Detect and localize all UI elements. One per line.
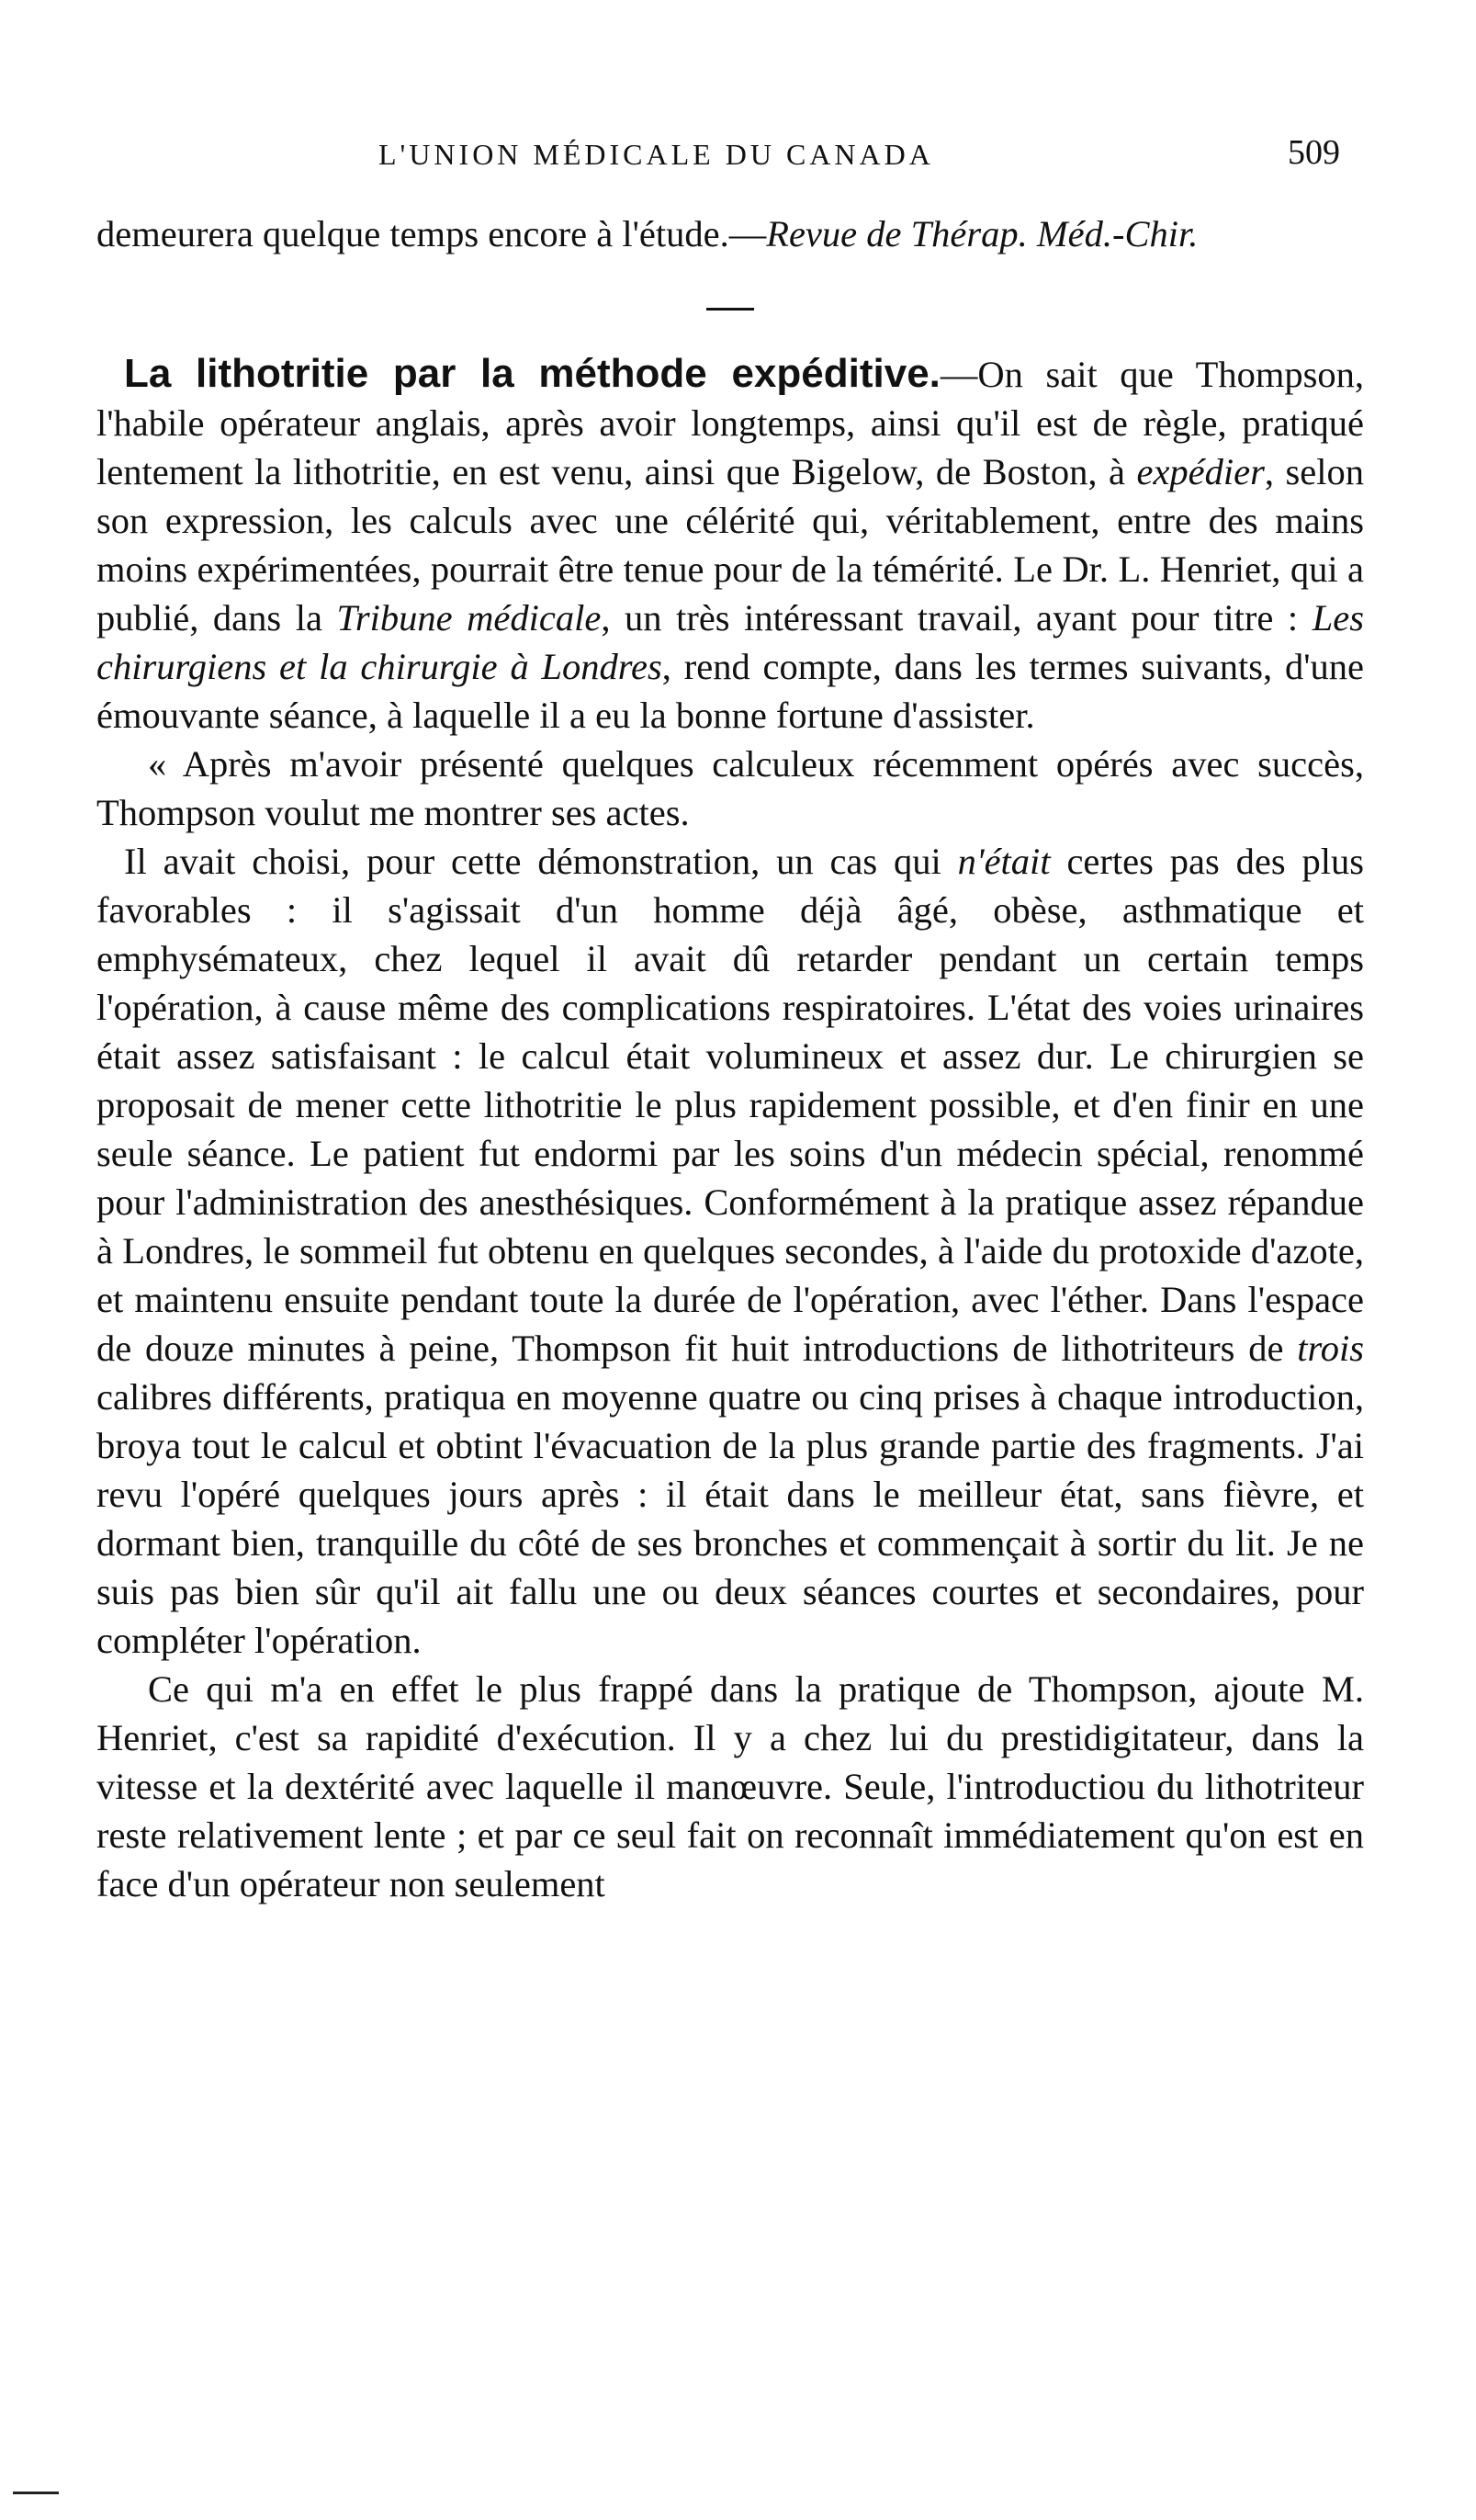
footer-rule — [13, 2492, 59, 2494]
source-citation: Revue de Thérap. Méd.-Chir. — [766, 213, 1199, 254]
article-title: La lithotritie par la méthode expéditive. — [124, 351, 941, 396]
continued-paragraph — [96, 209, 1364, 258]
intro-text-1: —On sait que Thompson, l'habile opérateur anglais, après avoir longtemps, ainsi qu'il est de règle, pratiqué lentement la lithotritie, en est venu, ainsi que Bigelow, de Boston, à — [96, 354, 1364, 492]
quote-text-3: calibres différents, pratiqua en moyenne quatre ou cinq prises à chaque introduction, broya tout le calcul et obtint l'évacuation de la plus grande partie des fragments. J'ai revu l'opéré quelques jours après : il était dans le meilleur état, sans fièvre, et dormant bien, tranquille du côté de ses bronches et commençait à sortir du lit. Je ne suis pas bien sûr qu'il ait fallu une ou deux séances courtes et secondaires, pour compléter l'opération. — [96, 1376, 1364, 1661]
page-number: 509 — [1288, 133, 1340, 172]
quote-text-2: certes pas des plus favorables : il s'agissait d'un homme déjà âgé, obèse, asthmatique et emphysémateux, chez lequel il avait dû retarder pendant un certain temps l'opération, à cause même des complications respiratoires. L'état des voies urinaires était assez satisfaisant : le calcul était volumineux et assez dur. Le chirurgien se proposait de mener cette lithotritie le plus rapidement possible, et d'en finir en une seule séance. Le patient fut endormi par les soins d'un médecin spécial, renommé pour l'administration des anesthésiques. Conformément à la pratique assez répandue à Londres, le sommeil fut obtenu en quelques secondes, à l'aide du protoxide d'azote, et maintenu ensuite pendant toute la durée de l'opération, avec l'éther. Dans l'espace de douze minutes à peine, Thompson fit huit introductions de lithotriteurs de — [96, 841, 1364, 1369]
journal-title: Tribune médicale — [336, 597, 602, 638]
quote-emphasis-trois: trois — [1297, 1328, 1364, 1369]
quote-text-1: Il avait choisi, pour cette démonstration, un cas qui — [124, 841, 958, 882]
intro-text-4: , rend compte, dans les termes suivants, d'une émouvante séance, à laquelle il a eu la bonne fortune d'assister. — [96, 646, 1365, 736]
intro-text-3: , un très intéressant travail, ayant pour titre : — [601, 597, 1313, 638]
quote-emphasis: n'était — [957, 841, 1051, 882]
quote-main-paragraph — [96, 837, 1364, 1665]
article-intro-paragraph — [96, 349, 1364, 740]
work-title: Les chirurgiens et la chirurgie à Londres — [96, 597, 1364, 687]
intro-text-2: , selon son expression, les calculs avec une célérité qui, véritablement, entre des mains moins expérimentées, pourrait être tenue pour de la témérité. Le Dr. L. Henriet, qui a publié, dans la — [96, 451, 1364, 638]
main-text-column — [96, 209, 1364, 1908]
quote-opening-paragraph: « Après m'avoir présenté quelques calculeux récemment opérés avec succès, Thompson voulut me montrer ses actes. — [96, 743, 1364, 833]
section-divider — [706, 308, 754, 311]
continued-text: demeurera quelque temps encore à l'étude.— — [96, 213, 767, 254]
emphasized-term: expédier — [1136, 451, 1265, 492]
running-title: L'UNION MÉDICALE DU CANADA — [378, 138, 934, 171]
final-paragraph: Ce qui m'a en effet le plus frappé dans la pratique de Thompson, ajoute M. Henriet, c'est sa rapidité d'exécution. Il y a chez lui du prestidigitateur, dans la vitesse et la dextérité avec laquelle il manœuvre. Seule, l'introductiou du lithotriteur reste relativement lente ; et par ce seul fait on reconnaît immédiatement qu'on est en face d'un opérateur non seulement — [96, 1668, 1364, 1904]
